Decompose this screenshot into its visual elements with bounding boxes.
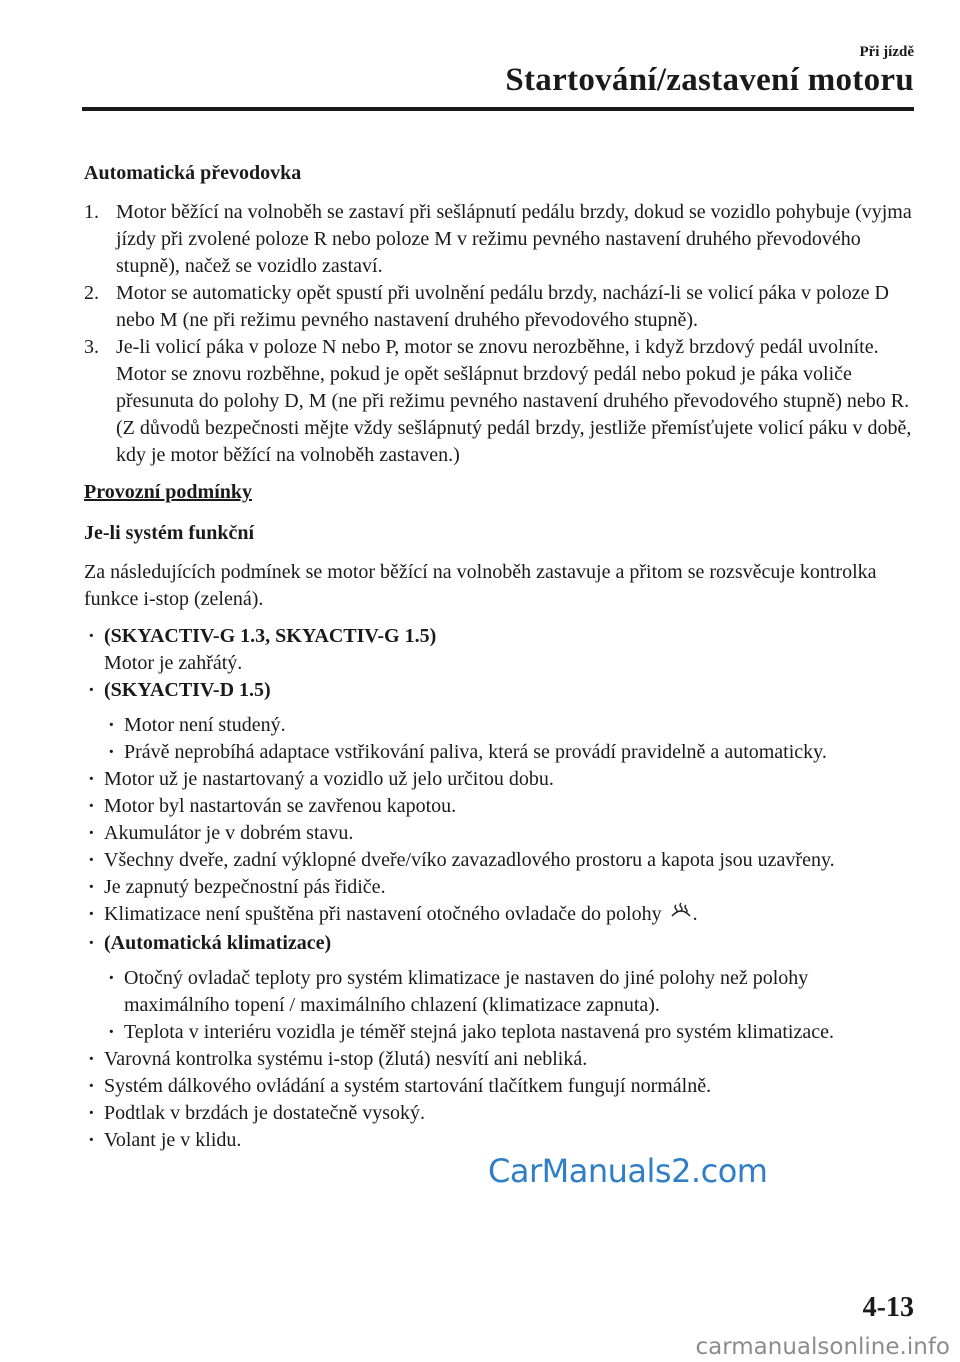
section-label: Při jízdě bbox=[859, 44, 914, 60]
sub-bullet-item: · Právě neprobíhá adaptace vstřikování paliva, která se provádí pravidelně a automaticky. bbox=[104, 739, 914, 766]
auto-transmission-heading: Automatická převodovka bbox=[84, 162, 302, 184]
list-number: 3. bbox=[84, 336, 99, 358]
bullet-item: · Systém dálkového ovládání a systém startování tlačítkem fungují normálně. bbox=[84, 1073, 914, 1100]
bullet-item: · Akumulátor je v dobrém stavu. bbox=[84, 820, 914, 847]
list-text: Motor se automaticky opět spustí při uvolnění pedálu brzdy, nachází-li se volicí páka v poloze D nebo M (ne při režimu pevného nastavení druhého převodového stupně). bbox=[116, 282, 889, 331]
bullet-item: · Varovná kontrolka systému i-stop (žlutá) nesvítí ani nebliká. bbox=[84, 1046, 914, 1073]
bullet-item: · Podtlak v brzdách je dostatečně vysoký. bbox=[84, 1100, 914, 1127]
spacer bbox=[84, 704, 914, 712]
list-item bbox=[84, 199, 914, 280]
bullet-text-end: . bbox=[692, 903, 698, 925]
header-divider bbox=[82, 107, 914, 111]
list-number: 2. bbox=[84, 282, 99, 304]
list-item bbox=[84, 280, 914, 334]
bullet-item: · Motor už je nastartovaný a vozidlo už jelo určitou dobu. bbox=[84, 766, 914, 793]
bullet-item: · Volant je v klidu. bbox=[84, 1127, 914, 1154]
page-title: Startování/zastavení motoru bbox=[505, 62, 914, 98]
conditions-intro: Za následujících podmínek se motor běžící na volnoběh zastavuje a přitom se rozsvěcuje kontrolka funkce i-stop (zelená). bbox=[84, 561, 877, 610]
bullet-item: · Je zapnutý bezpečnostní pás řidiče. bbox=[84, 874, 914, 901]
sub-bullet-item: · Teplota v interiéru vozidla je téměř stejná jako teplota nastavená pro systém klimatizace. bbox=[104, 1019, 914, 1046]
footer-watermark: carmanualsonline.info bbox=[695, 1334, 950, 1360]
bullet-item: · (SKYACTIV-G 1.3, SKYACTIV-G 1.5) bbox=[84, 623, 914, 650]
bullet-item bbox=[84, 901, 914, 930]
bullet-item: · (Automatická klimatizace) bbox=[84, 930, 914, 957]
spacer bbox=[84, 957, 914, 965]
bullet-detail: Motor je zahřátý. bbox=[104, 652, 243, 674]
front-defroster-icon bbox=[669, 902, 693, 930]
conditions-heading: Provozní podmínky bbox=[84, 481, 252, 503]
list-number: 1. bbox=[84, 201, 99, 223]
list-text: Je-li volicí páka v poloze N nebo P, motor se znovu nerozběhne, i když brzdový pedál uvolníte. Motor se znovu rozběhne, pokud je opět sešlápnut brzdový pedál nebo pokud je páka voliče přesunuta do polohy D, M (ne při režimu pevného nastavení druhého převodového stupně) nebo R. (Z důvodů bezpečnosti mějte vždy sešlápnutý pedál brzdy, jestliže přemísťujete volicí páku v době, kdy je motor běžící na volnoběh zastaven.) bbox=[116, 336, 912, 466]
page-content bbox=[84, 160, 914, 1154]
page-number: 4-13 bbox=[862, 1292, 914, 1323]
bullet-item: · Motor byl nastartován se zavřenou kapotou. bbox=[84, 793, 914, 820]
list-text: Motor běžící na volnoběh se zastaví při sešlápnutí pedálu brzdy, dokud se vozidlo pohybuje (vyjma jízdy při zvolené poloze R nebo poloze M v režimu pevného nastavení druhého převodového stupně), načež se vozidlo zastaví. bbox=[116, 201, 912, 277]
conditions-subheading: Je-li systém funkční bbox=[84, 522, 254, 544]
bullet-item: · (SKYACTIV-D 1.5) bbox=[84, 677, 914, 704]
bullet-item: · Všechny dveře, zadní výklopné dveře/víko zavazadlového prostoru a kapota jsou uzavřeny. bbox=[84, 847, 914, 874]
sub-bullet-item: · Motor není studený. bbox=[104, 712, 914, 739]
sub-bullet-item: · Otočný ovladač teploty pro systém klimatizace je nastaven do jiné polohy než polohy maximálního topení / maximálního chlazení (klimatizace zapnuta). bbox=[104, 965, 914, 1019]
bullet-text: Klimatizace není spuštěna při nastavení otočného ovladače do polohy bbox=[104, 903, 662, 925]
list-item bbox=[84, 334, 914, 469]
watermark: CarManuals2.com bbox=[488, 1152, 768, 1190]
